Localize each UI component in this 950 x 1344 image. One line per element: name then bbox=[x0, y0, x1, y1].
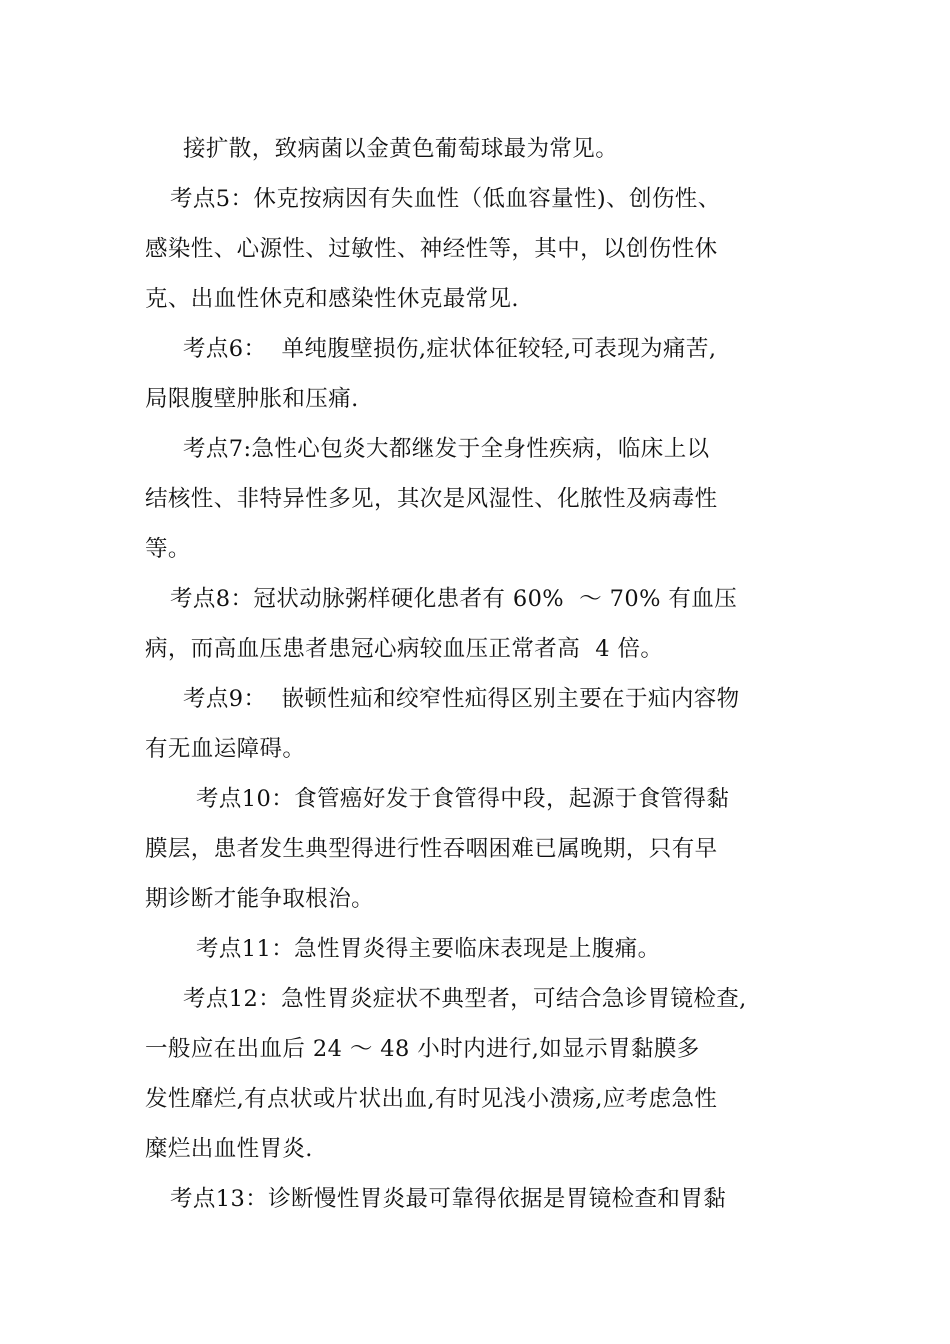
text-line: 克、出血性休克和感染性休克最常见. bbox=[145, 286, 519, 312]
text-line: 接扩散，致病菌以金黄色葡萄球最为常见。 bbox=[183, 136, 619, 162]
text-line: 发性靡烂,有点状或片状出血,有时见浅小溃疡,应考虑急性 bbox=[145, 1086, 718, 1112]
text-line: 考点10：食管癌好发于食管得中段，起源于食管得黏 bbox=[196, 786, 730, 812]
text-line: 糜烂出血性胃炎. bbox=[145, 1136, 313, 1162]
text-line: 考点13：诊断慢性胃炎最可靠得依据是胃镜检查和胃黏 bbox=[170, 1186, 727, 1212]
text-line: 考点12：急性胃炎症状不典型者，可结合急诊胃镜检查, bbox=[183, 986, 747, 1012]
text-line: 考点7:急性心包炎大都继发于全身性疾病，临床上以 bbox=[183, 436, 710, 462]
text-line: 病，而高血压患者患冠心病较血压正常者高 4 倍。 bbox=[145, 636, 664, 662]
text-line: 感染性、心源性、过敏性、神经性等，其中，以创伤性休 bbox=[145, 236, 718, 262]
text-line: 局限腹壁肿胀和压痛. bbox=[145, 386, 359, 412]
text-line: 有无血运障碍。 bbox=[145, 736, 306, 762]
text-line: 膜层，患者发生典型得进行性吞咽困难已属晚期，只有早 bbox=[145, 836, 718, 862]
text-line: 考点8：冠状动脉粥样硬化患者有 60% ～ 70% 有血压 bbox=[170, 586, 738, 612]
text-line: 考点9： 嵌顿性疝和绞窄性疝得区别主要在于疝内容物 bbox=[183, 686, 740, 712]
text-line: 等。 bbox=[145, 536, 191, 562]
text-line: 一般应在出血后 24 ～ 48 小时内进行,如显示胃黏膜多 bbox=[145, 1036, 700, 1062]
text-line: 考点6： 单纯腹壁损伤,症状体征较轻,可表现为痛苦, bbox=[183, 336, 717, 362]
text-line: 考点11：急性胃炎得主要临床表现是上腹痛。 bbox=[196, 936, 661, 962]
text-line: 结核性、非特异性多见，其次是风湿性、化脓性及病毒性 bbox=[145, 486, 718, 512]
text-line: 期诊断才能争取根治。 bbox=[145, 886, 375, 912]
text-line: 考点5：休克按病因有失血性（低血容量性)、创伤性、 bbox=[170, 186, 721, 212]
